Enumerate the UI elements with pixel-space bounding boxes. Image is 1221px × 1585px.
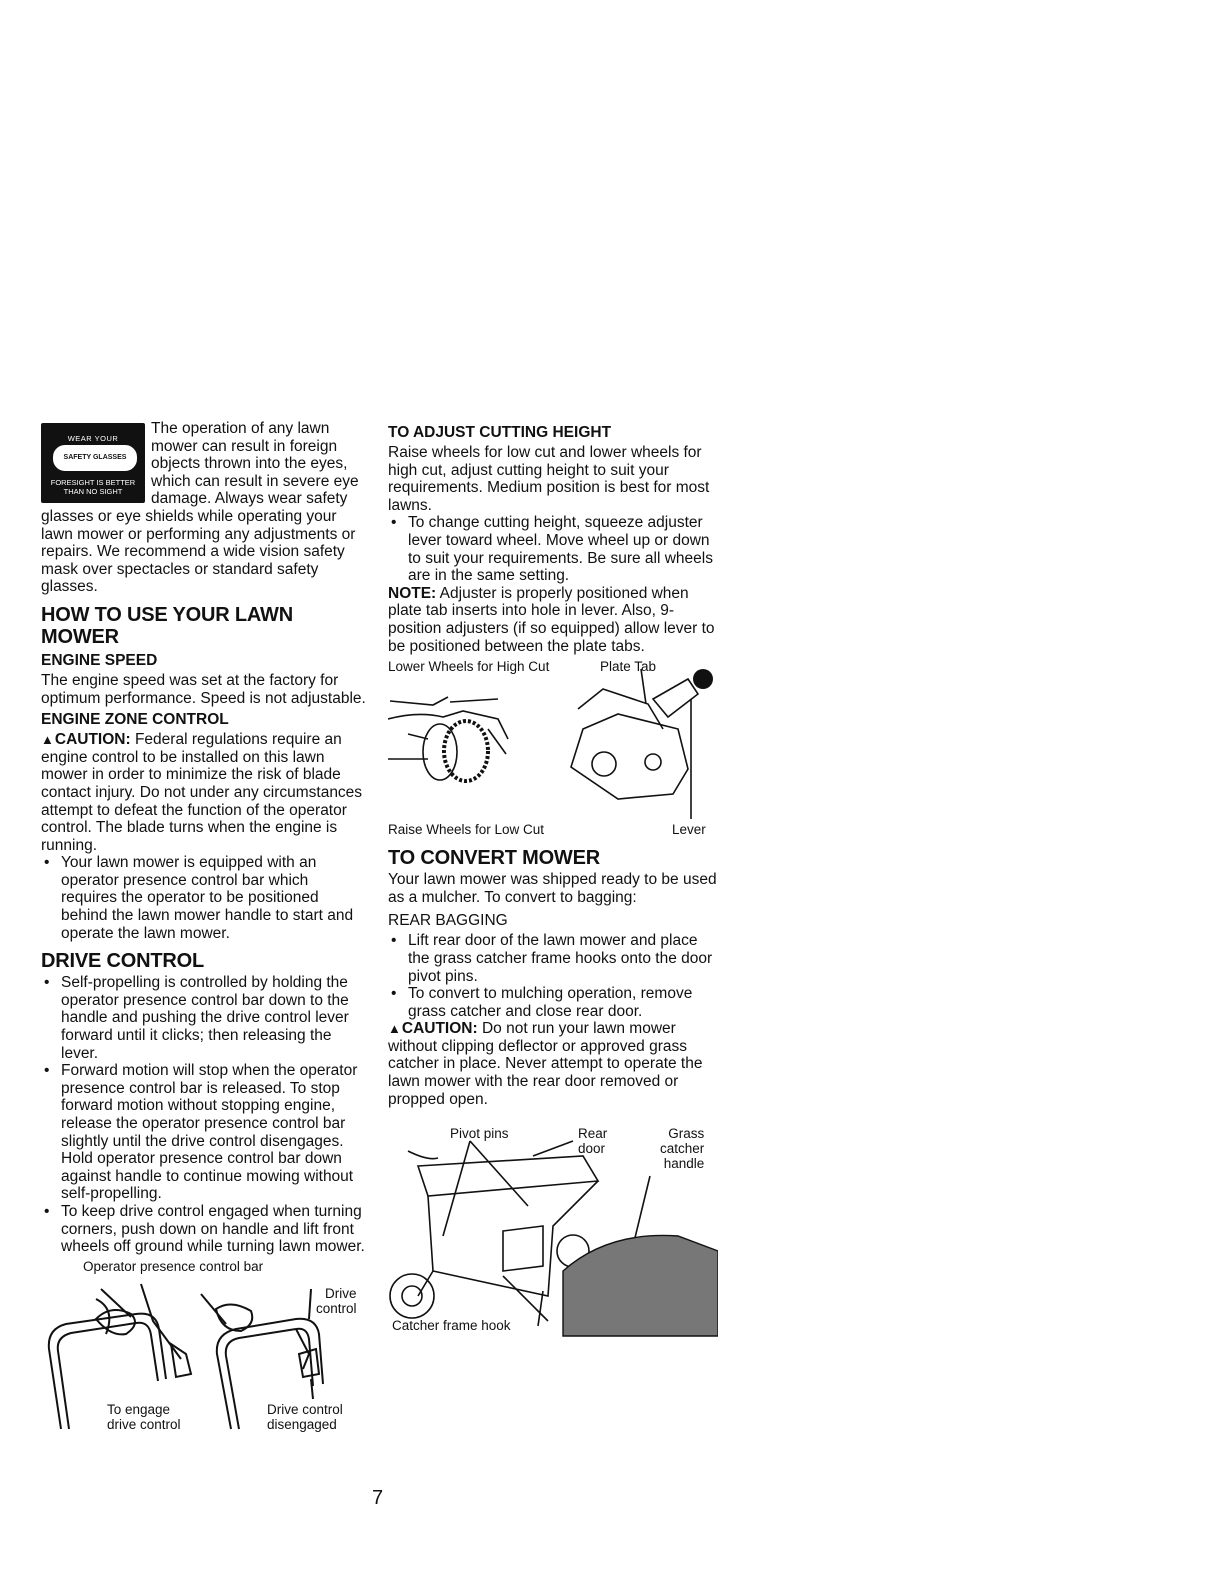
note-text	[388, 585, 718, 655]
caution-label: CAUTION:	[54, 731, 131, 749]
rear-door-label: Rear door	[578, 1126, 608, 1157]
warning-icon: ▲	[388, 1021, 401, 1037]
caution-text: Do not run your lawn mower without clipping deflector or approved grass catcher in place. Never attempt to operate the lawn mower with the rear door removed or propped open.	[388, 1020, 703, 1108]
handle-illustration	[41, 1259, 371, 1437]
safety-icon-line3: FORESIGHT IS BETTER	[50, 478, 136, 487]
page-number: 7	[372, 1487, 384, 1509]
engine-speed-title: ENGINE SPEED	[41, 651, 158, 669]
safety-intro	[41, 420, 366, 596]
right-column	[388, 424, 718, 1341]
convert-mower-title: TO CONVERT MOWER	[388, 847, 600, 870]
drive-control-label: Drive control	[316, 1285, 357, 1316]
list-item: • To convert to mulching operation, remove grass catcher and close rear door.	[388, 985, 718, 1020]
disengaged-label: Drive control disengaged	[267, 1401, 343, 1432]
left-column	[41, 420, 366, 1437]
drive-bullets	[41, 974, 366, 1256]
caution-text: Federal regulations require an engine control to be installed on this lawn mower in order to minimize the risk of blade contact injury. Do not under any circumstances attempt to defeat the function of the operator control. The blade turns when the engine is running.	[41, 731, 363, 854]
raise-wheels-label: Raise Wheels for Low Cut	[388, 822, 545, 838]
note-body: Adjuster is properly positioned when plate tab inserts into hole in lever. Also, 9-position adjusters (if so equipped) allow lever to be positioned between the plate tabs.	[388, 584, 715, 655]
zone-bullets	[41, 854, 366, 942]
warning-icon: ▲	[41, 732, 54, 748]
section-title: HOW TO USE YOUR LAWN MOWER	[41, 603, 293, 648]
pivot-pins-label: Pivot pins	[450, 1126, 509, 1142]
catcher-hook-label: Catcher frame hook	[392, 1318, 511, 1334]
safety-icon-line4: THAN NO SIGHT	[63, 487, 123, 496]
cutting-height-text: Raise wheels for low cut and lower wheels for high cut, adjust cutting height to suit your requirements. Medium position is best for most lawns.	[388, 444, 710, 514]
list-item: • To change cutting height, squeeze adjuster lever toward wheel. Move wheel up or down to suit your requirements. Be sure all wheels are in the same setting.	[388, 514, 718, 584]
plate-tab-label: Plate Tab	[600, 659, 657, 675]
lever-label: Lever	[672, 822, 706, 838]
operator-bar-label: Operator presence control bar	[83, 1258, 264, 1274]
drive-control-figure	[41, 1259, 366, 1437]
rear-bagging-title: REAR BAGGING	[388, 912, 508, 930]
note-label: NOTE:	[388, 584, 437, 602]
list-item: • Self-propelling is controlled by holding the operator presence control bar down to the handle and pushing the drive control lever forward until it clicks; then releasing the lever.	[41, 974, 366, 1062]
convert-text: Your lawn mower was shipped ready to be used as a mulcher. To convert to bagging:	[388, 871, 717, 906]
caution-label: CAUTION:	[401, 1020, 478, 1038]
safety-glasses-icon	[41, 423, 145, 503]
bagging-caution	[388, 1020, 718, 1108]
safety-icon-line2: SAFETY GLASSES	[53, 445, 137, 471]
safety-intro-text: The operation of any lawn mower can result in foreign objects thrown into the eyes, which can result in severe eye damage. Always wear safety glasses or eye shields while operating your lawn mower or performing any adjustments or repairs. We recommend a wide vision safety mask over spectacles or standard safety glasses.	[41, 420, 359, 596]
cutting-height-title: TO ADJUST CUTTING HEIGHT	[388, 424, 612, 441]
bagging-illustration	[388, 1126, 718, 1341]
list-item: • Forward motion will stop when the operator presence control bar is released. To stop forward motion without stopping engine, release the operator presence control bar slightly until the drive control disengages. Hold operator presence control bar down against handle to continue mowing without self-propelling.	[41, 1062, 366, 1203]
safety-icon-footer	[41, 478, 145, 496]
engage-label: To engage drive control	[107, 1401, 181, 1432]
wheel-adjuster-illustration	[388, 659, 718, 819]
safety-icon-line1: WEAR YOUR	[67, 434, 119, 443]
list-item: • To keep drive control engaged when turning corners, push down on handle and lift front wheels off ground while turning lawn mower.	[41, 1203, 366, 1256]
cutting-bullets	[388, 514, 718, 584]
list-item: • Your lawn mower is equipped with an operator presence control bar which requires the operator to be positioned behind the lawn mower handle to start and operate the lawn mower.	[41, 854, 366, 942]
bagging-bullets	[388, 932, 718, 1020]
list-item: • Lift rear door of the lawn mower and place the grass catcher frame hooks onto the door pivot pins.	[388, 932, 718, 985]
cutting-height-figure	[388, 659, 718, 839]
drive-control-title: DRIVE CONTROL	[41, 950, 204, 973]
grass-handle-label: Grass catcher handle	[660, 1126, 705, 1172]
engine-zone-caution	[41, 731, 366, 854]
bagging-figure	[388, 1126, 718, 1341]
engine-zone-title: ENGINE ZONE CONTROL	[41, 711, 229, 729]
engine-speed-text: The engine speed was set at the factory for optimum performance. Speed is not adjustable.	[41, 671, 366, 707]
lower-wheels-label: Lower Wheels for High Cut	[388, 659, 550, 675]
